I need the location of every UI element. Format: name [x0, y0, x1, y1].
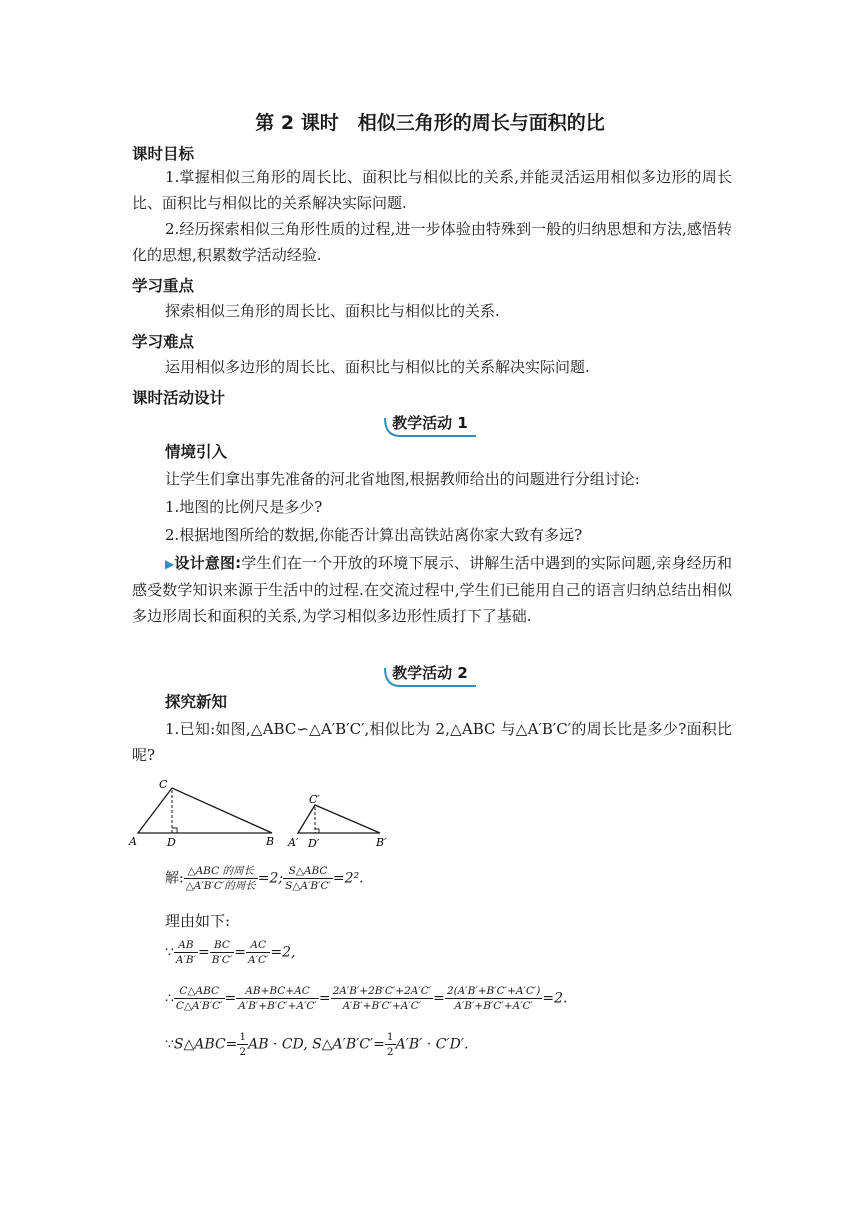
key-points-text: 探索相似三角形的周长比、面积比与相似比的关系. — [165, 302, 500, 320]
triangle-abc — [128, 778, 274, 849]
key-points-heading: 学习重点 — [132, 277, 195, 295]
activity-2-label: 教学活动 2 — [392, 664, 468, 682]
activity-1-badge — [386, 412, 474, 438]
label-d: D — [167, 836, 176, 849]
label-c: C — [159, 778, 168, 791]
ratio-sides-line: ∵ $\frac{AB}{A'B'}$ = $\frac{BC}{B'C'}$ = $\frac{AC}{A'C'}$ =2, — [165, 939, 296, 966]
objectives-heading: 课时目标 — [132, 145, 195, 163]
activity-1-question-2: 2.根据地图所给的数据,你能否计算出高铁站离你家大致有多远? — [165, 526, 583, 544]
label-a: A — [129, 835, 137, 848]
label-a-prime: A′ — [288, 836, 299, 849]
triangle-a-prime-b-prime-c-prime — [287, 793, 387, 850]
solution-line — [165, 864, 364, 893]
difficulties-heading: 学习难点 — [132, 333, 195, 351]
objective-1: 1.掌握相似三角形的周长比、面积比与相似比的关系,并能灵活运用相似多边形的周长比、面积比与相似比的关系解决实际问题. — [132, 168, 732, 212]
similar-triangles-figure — [126, 778, 416, 850]
label-c-prime: C′ — [309, 793, 320, 806]
activity-1-intro: 让学生们拿出事先准备的河北省地图,根据教师给出的问题进行分组讨论: — [165, 470, 640, 488]
label-b: B — [266, 835, 275, 848]
area-formula-line: ∵S△ABC= $\frac{1}{2}$ AB · CD, S△A′B′C′= $\frac{1}{2}$ A′B′ · C′D′. — [165, 1031, 469, 1058]
activity-1-question-1: 1.地图的比例尺是多少? — [165, 498, 323, 516]
design-intent-text: 学生们在一个开放的环境下展示、讲解生活中遇到的实际问题,亲身经历和感受数学知识来源于生活中的过程.在交流过程中,学生们已能用自己的语言归纳总结出相似多边形周长和面积的关系,为学习相似多边形性质打下了基础. — [132, 554, 732, 625]
design-heading: 课时活动设计 — [132, 389, 226, 407]
design-intent-label: 设计意图: — [174, 554, 242, 572]
activity-1-subheading: 情境引入 — [165, 443, 228, 461]
objective-2: 2.经历探索相似三角形性质的过程,进一步体验由特殊到一般的归纳思想和方法,感悟转化的思想,积累数学活动经验. — [132, 220, 732, 264]
activity-2-badge — [386, 662, 474, 688]
play-bullet-icon: ▶ — [165, 557, 175, 571]
label-b-prime: B′ — [376, 836, 387, 849]
area-ratio-fraction: $\frac{\text{S△ABC}}{S\triangle A'B'C'}$ — [285, 865, 331, 892]
activity-1-design-intent — [132, 550, 732, 629]
perimeter-ratio-value: =2; — [257, 870, 284, 887]
difficulties-text: 运用相似多边形的周长比、面积比与相似比的关系解决实际问题. — [165, 358, 590, 376]
activity-1-label: 教学活动 1 — [392, 414, 468, 432]
reason-text: 理由如下: — [165, 912, 231, 930]
perimeter-ratio-fraction: $\frac{\text{△ABC 的周长}}{\text{△A′B′C′的周长}}$ — [185, 865, 256, 892]
label-d-prime: D′ — [308, 837, 320, 850]
activity-2-subheading: 探究新知 — [165, 693, 228, 711]
page-title: 第 2 课时 相似三角形的周长与面积的比 — [255, 112, 605, 134]
area-ratio-value: =2². — [332, 870, 364, 887]
activity-2-problem: 1.已知:如图,△ABC∽△A′B′C′,相似比为 2,△ABC 与△A′B′C′的周长比是多少?面积比呢? — [132, 720, 732, 764]
solution-lead: 解: — [165, 870, 184, 887]
perimeter-derivation-line: ∴ $\frac{\text{C△ABC}}{C\triangle A'B'C'}$ = $\frac{AB+BC+AC}{A'B'+B'C'+A'C'}$ = $\frac{2A'B'+2B'C'+2A'C'}{A'B'+B'C'+A'C'}$ = $\frac{2(A'B'+B'C'+A'C')}{A'B'+B'C'+A'C'}$ =2. — [165, 985, 568, 1012]
